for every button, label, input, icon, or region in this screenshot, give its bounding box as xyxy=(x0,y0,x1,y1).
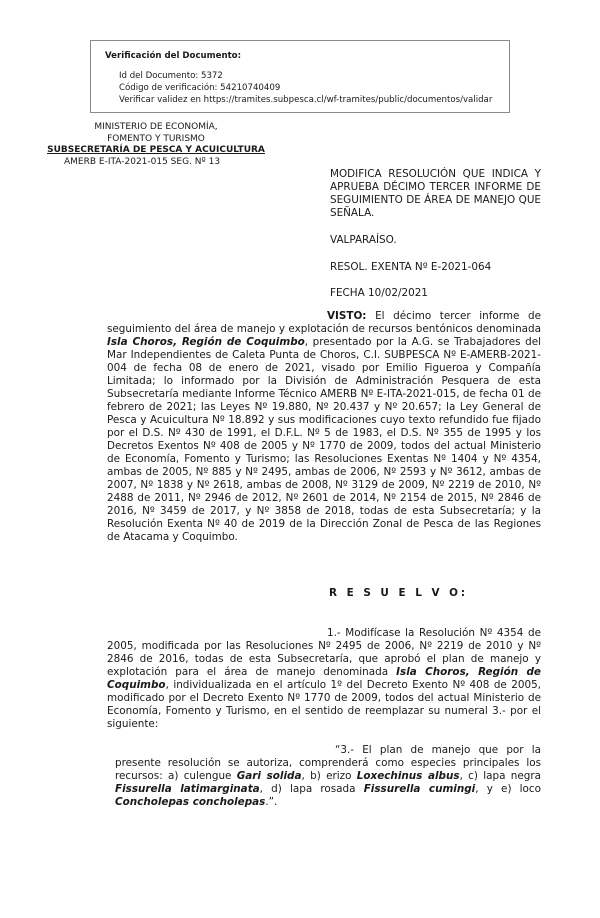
place: VALPARAÍSO. xyxy=(330,234,397,246)
visto-paragraph xyxy=(107,310,541,544)
visto-label: VISTO: xyxy=(327,310,367,322)
resolution-subject: MODIFICA RESOLUCIÓN QUE INDICA Y APRUEBA DÉCIMO TERCER INFORME DE SEGUIMIENTO DE ÁREA DE MANEJO QUE SEÑALA. xyxy=(330,168,541,219)
resolution-number: RESOL. EXENTA Nº E-2021-064 xyxy=(330,261,492,273)
subsecretaria-name: SUBSECRETARÍA DE PESCA Y ACUICULTURA xyxy=(47,145,265,155)
article-1-area-name: Isla Choros, Región de Coquimbo xyxy=(107,666,541,691)
species-concholepas-concholepas: Concholepas concholepas xyxy=(115,796,266,808)
species-loxechinus-albus: Loxechinus albus xyxy=(356,770,460,782)
quote-text-1: “3.- El plan de manejo que por la presente resolución se autoriza, comprenderá como especies principales los recursos: a) culengue xyxy=(115,744,541,782)
species-gari-solida: Gari solida xyxy=(236,770,302,782)
verification-url[interactable]: • Verificar validez en https://tramites.subpesca.cl/wf-tramites/public/documentos/validar xyxy=(119,94,509,106)
document-id: • Id del Documento: 5372 xyxy=(119,70,509,82)
quote-text-5: , y e) loco xyxy=(475,783,541,795)
ministry-line-2: FOMENTO Y TURISMO xyxy=(107,133,205,144)
reference-code: AMERB E-ITA-2021-015 SEG. Nº 13 xyxy=(64,157,221,167)
resuelvo-heading: R E S U E L V O: xyxy=(329,587,469,599)
article-1-text-2: , individualizada en el artículo 1º del Decreto Exento Nº 408 de 2005, modificado por el Decreto Exento Nº 1770 de 2009, todos del actual Ministerio de Economía, Fomento y Turismo, en el sentido de reemplazar su numeral 3.- por el siguiente: xyxy=(107,679,541,730)
quoted-numeral-3 xyxy=(115,744,541,809)
verification-title: Verificación del Documento: xyxy=(105,51,242,61)
article-1 xyxy=(107,627,541,731)
verification-code: • Código de verificación: 54210740409 xyxy=(119,82,509,94)
quote-text-4: , d) lapa rosada xyxy=(259,783,364,795)
verification-list xyxy=(105,70,509,106)
quote-text-2: , b) erizo xyxy=(301,770,357,782)
verification-box xyxy=(90,40,510,113)
resolution-date: FECHA 10/02/2021 xyxy=(330,287,428,299)
visto-area-name: Isla Choros, Región de Coquimbo xyxy=(107,336,305,348)
quote-text-6: .”. xyxy=(265,796,278,808)
article-1-text-1: 1.- Modifícase la Resolución Nº 4354 de 2005, modificada por las Resoluciones Nº 2495 de 2006, Nº 2219 de 2010 y Nº 2846 de 2016, todas de esta Subsecretaría, que aprobó el plan de manejo y explotación para el área de manejo denominada xyxy=(107,627,541,678)
visto-text-2: , presentado por la A.G. se Trabajadores del Mar Independientes de Caleta Punta de Choros, C.I. SUBPESCA Nº E-AMERB-2021-004 de fecha 08 de enero de 2021, visado por Emilio Figueroa y Compañía Limitada; lo informado por la División de Administración Pesquera de esta Subsecretaría mediante Informe Técnico AMERB Nº E-ITA-2021-015, de fecha 01 de febrero de 2021; las Leyes Nº 19.880, Nº 20.437 y Nº 20.657; la Ley General de Pesca y Acuicultura Nº 18.892 y sus modificaciones cuyo texto refundido fue fijado por el D.S. Nº 430 de 1991, el D.F.L. Nº 5 de 1983, el D.S. Nº 355 de 1995 y los Decretos Exentos Nº 408 de 2005 y Nº 1770 de 2009, todos del actual Ministerio de Economía, Fomento y Turismo; las Resoluciones Exentas Nº 1404 y Nº 4354, ambas de 2005, Nº 885 y Nº 2495, ambas de 2006, Nº 2593 y Nº 3612, ambas de 2007, Nº 1838 y Nº 2618, ambas de 2008, Nº 3129 de 2009, Nº 2219 de 2010, Nº 2488 de 2011, Nº 2946 de 2012, Nº 2601 de 2014, Nº 2154 de 2015, Nº 2846 de 2016, Nº 3459 de 2017, y Nº 3858 de 2018, todas de esta Subsecretaría; y la Resolución Exenta Nº 40 de 2019 de la Dirección Zonal de Pesca de las Regiones de Atacama y Coquimbo. xyxy=(107,336,542,543)
species-fissurella-latimarginata: Fissurella latimarginata xyxy=(115,783,260,795)
ministry-header xyxy=(36,122,276,157)
visto-text-1: El décimo tercer informe de seguimiento del área de manejo y explotación de recursos bentónicos denominada xyxy=(107,310,541,335)
species-fissurella-cumingi: Fissurella cumingi xyxy=(363,783,476,795)
ministry-line-1: MINISTERIO DE ECONOMÍA, xyxy=(94,122,218,132)
quote-text-3: , c) lapa negra xyxy=(459,770,541,782)
